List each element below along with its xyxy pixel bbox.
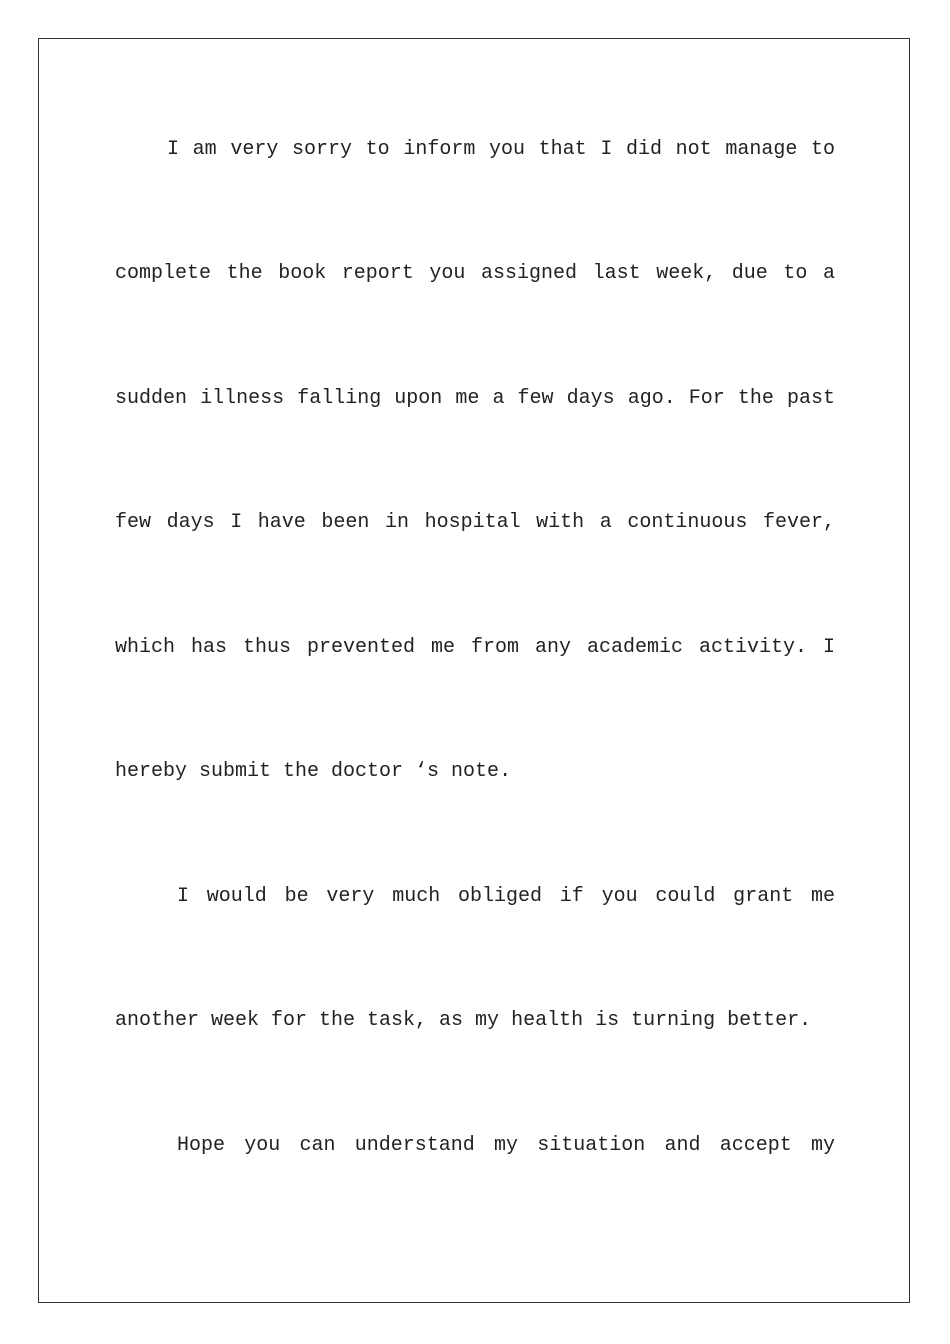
- paragraph-3-line-1: Hope you can understand my situation and accept my: [177, 1134, 835, 1157]
- paragraph-1-line-4: few days I have been in hospital with a continuous fever,: [115, 511, 835, 534]
- page-frame: [38, 38, 910, 1303]
- paragraph-1-line-6: hereby submit the doctor ‘s note.: [115, 760, 512, 783]
- paragraph-2-line-2: another week for the task, as my health is turning better.: [115, 1009, 812, 1032]
- paragraph-1-line-1: I am very sorry to inform you that I did not manage to: [167, 138, 835, 161]
- paragraph-1-line-5: which has thus prevented me from any academic activity. I: [115, 636, 835, 659]
- paragraph-1-line-3: sudden illness falling upon me a few days ago. For the past: [115, 387, 835, 410]
- paragraph-2-line-1: I would be very much obliged if you could grant me: [177, 885, 835, 908]
- paragraph-1-line-2: complete the book report you assigned last week, due to a: [115, 262, 835, 285]
